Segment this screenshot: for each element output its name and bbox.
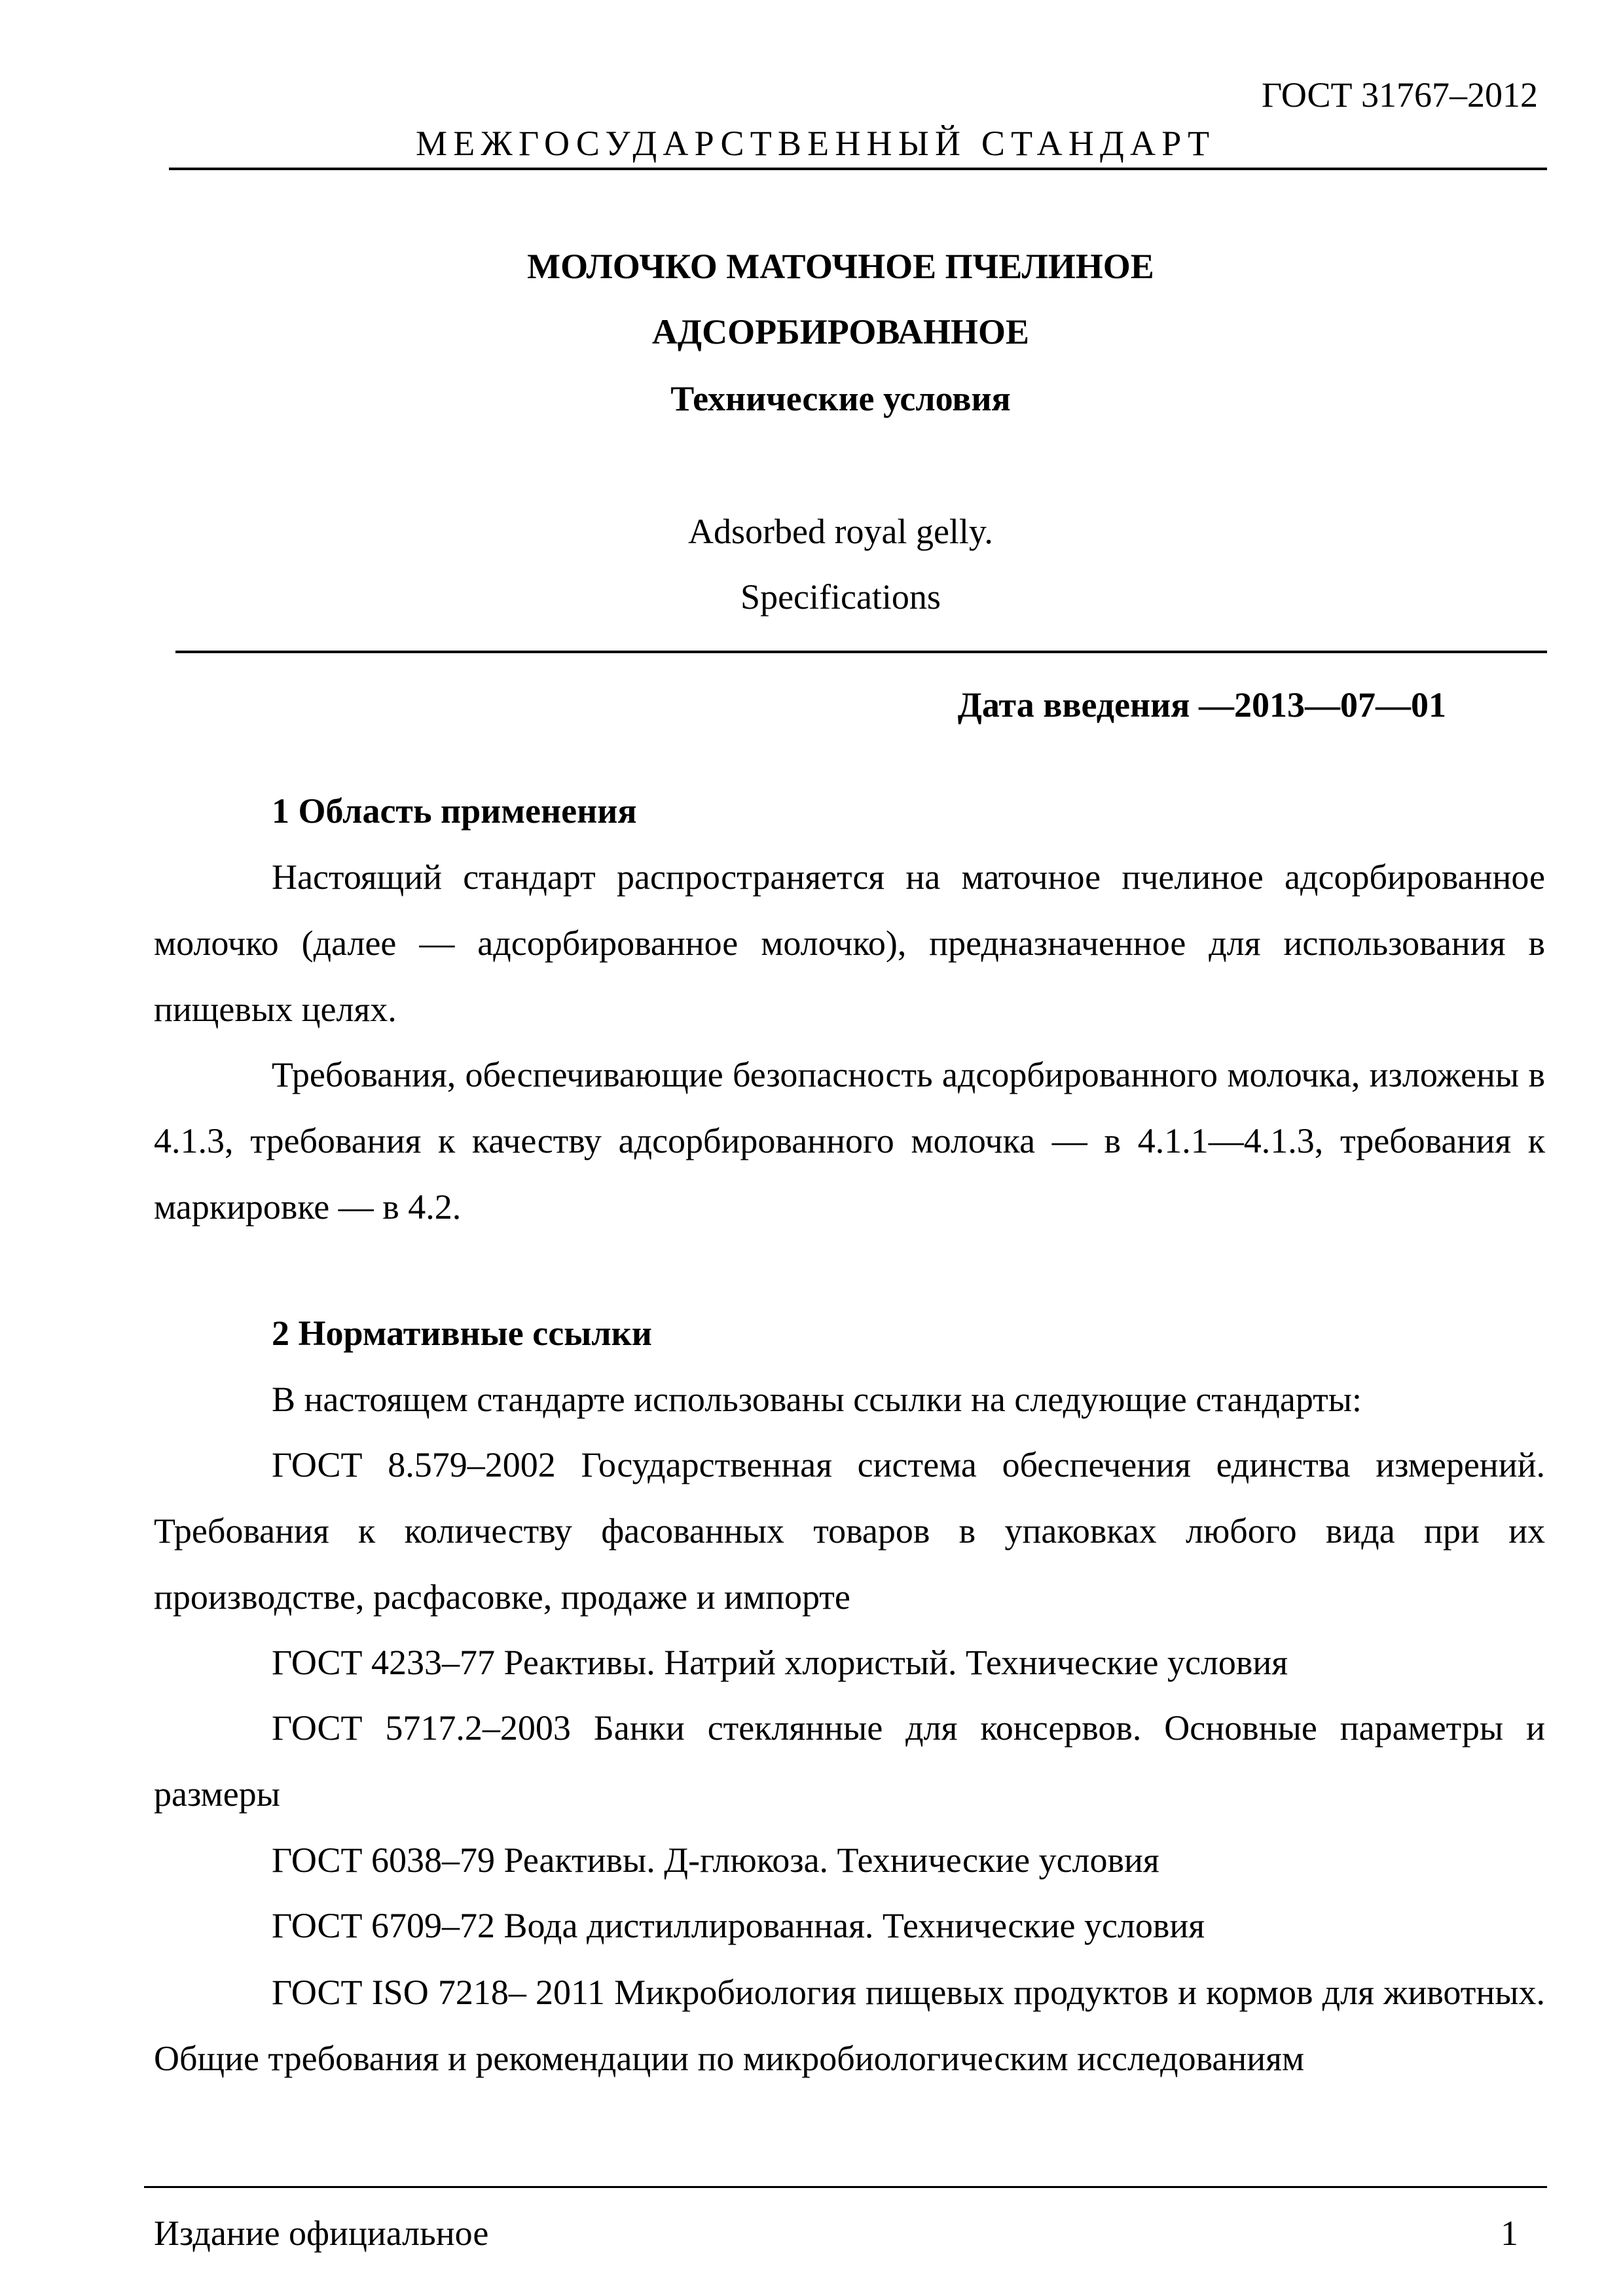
edition-label: Издание официальное bbox=[154, 2214, 489, 2253]
title-line-3: Технические условия bbox=[670, 379, 1011, 418]
introduction-date: Дата введения —2013—07—01 bbox=[957, 685, 1446, 725]
english-title-line-1: Adsorbed royal gelly. bbox=[688, 512, 993, 551]
document-number: ГОСТ 31767–2012 bbox=[1261, 75, 1538, 115]
footer-divider bbox=[144, 2186, 1547, 2188]
interstate-standard-label: МЕЖГОСУДАРСТВЕННЫЙ СТАНДАРТ bbox=[416, 124, 1216, 163]
reference-item: ГОСТ 4233–77 Реактивы. Натрий хлористый. Технические условия bbox=[272, 1643, 1288, 1682]
reference-item: ГОСТ ISO 7218– 2011 Микробиология пищевых продуктов и кормов для животных. Общие требования и рекомендации по микробиологическим исследованиям bbox=[154, 1973, 1545, 2078]
section-1-paragraph-1: Настоящий стандарт распространяется на маточное пчелиное адсорбированное молочко (далее — адсорбированное молочко), предназначенное для использования в пищевых целях. bbox=[154, 857, 1545, 1029]
title-line-2: АДСОРБИРОВАННОЕ bbox=[651, 312, 1030, 351]
reference-item: ГОСТ 5717.2–2003 Банки стеклянные для консервов. Основные параметры и размеры bbox=[154, 1708, 1545, 1814]
section-2-heading: 2 Нормативные ссылки bbox=[272, 1314, 652, 1353]
section-1-paragraph-2: Требования, обеспечивающие безопасность адсорбированного молочка, изложены в 4.1.3, требования к качеству адсорбированного молочка — в 4.1.1—4.1.3, требования к маркировке — в 4.2. bbox=[154, 1055, 1545, 1227]
page-number: 1 bbox=[1501, 2214, 1518, 2253]
title-line-1: МОЛОЧКО МАТОЧНОЕ ПЧЕЛИНОЕ bbox=[527, 247, 1154, 286]
reference-item: ГОСТ 6709–72 Вода дистиллированная. Технические условия bbox=[272, 1906, 1205, 1945]
reference-item: ГОСТ 8.579–2002 Государственная система обеспечения единства измерений. Требования к количеству фасованных товаров в упаковках любого вида при их производстве, расфасовке, продаже и импорте bbox=[154, 1445, 1545, 1617]
header-divider bbox=[169, 168, 1547, 170]
english-title-line-2: Specifications bbox=[740, 577, 941, 617]
title-divider bbox=[175, 651, 1547, 653]
section-1-heading: 1 Область применения bbox=[272, 791, 637, 831]
reference-item: ГОСТ 6038–79 Реактивы. Д-глюкоза. Технические условия bbox=[272, 1840, 1159, 1880]
section-2-intro: В настоящем стандарте использованы ссылки на следующие стандарты: bbox=[272, 1380, 1362, 1419]
